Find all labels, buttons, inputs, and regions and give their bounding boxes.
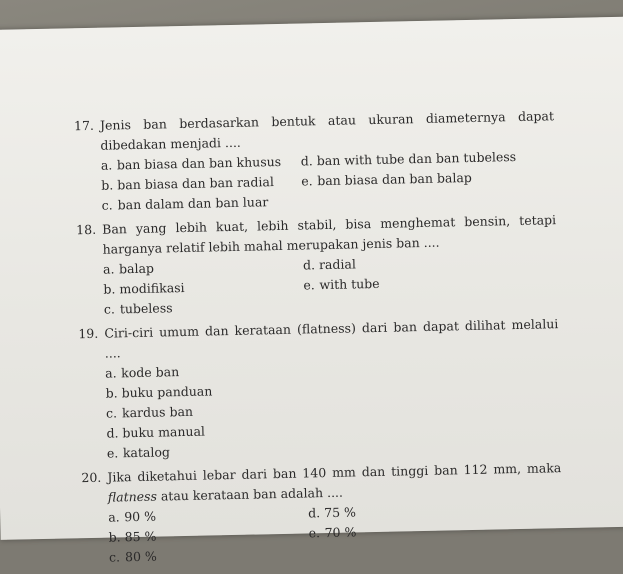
option-d[interactable]: d. ban with tube dan ban tubeless (300, 149, 517, 169)
option-d[interactable]: d. buku manual (106, 423, 206, 441)
option-c[interactable]: c. ban dalam dan ban luar (101, 194, 269, 213)
option-c[interactable]: c. kardus ban (105, 403, 194, 421)
option-e[interactable]: e. 70 % (308, 524, 357, 541)
question-text-end: atau kerataan ban adalah .... (160, 484, 344, 504)
option-b[interactable]: b. buku panduan (105, 383, 213, 401)
options (75, 146, 556, 216)
question-number: 18. (76, 221, 97, 238)
question-number: 17. (73, 117, 95, 134)
options (82, 498, 563, 568)
question-text: Ban yang lebih kuat, lebih stabil, bisa menghemat bensin, tetapi harganya relatif lebih mahal merupakan jenis ban .... (102, 212, 557, 257)
question-17 (74, 106, 556, 216)
question-number: 19. (78, 325, 99, 342)
question-list (74, 106, 563, 572)
options (77, 250, 558, 320)
option-b[interactable]: b. ban biasa dan ban radial (101, 174, 275, 193)
options (79, 354, 561, 464)
option-e[interactable]: e. ban biasa dan ban balap (301, 169, 472, 189)
question-text: Ciri-ciri umum dan kerataan (flatness) dari ban dapat dilihat melalui .... (104, 316, 559, 361)
question-19 (78, 314, 561, 464)
option-b[interactable]: b. 85 % (108, 528, 157, 545)
option-e[interactable]: e. with tube (303, 275, 380, 293)
question-text-italic: flatness (107, 488, 158, 505)
option-c[interactable]: c. tubeless (103, 300, 173, 317)
option-d[interactable]: d. radial (302, 256, 357, 273)
option-d[interactable]: d. 75 % (308, 504, 357, 521)
paper-sheet (0, 16, 623, 565)
option-a[interactable]: a. ban biasa dan ban khusus (100, 153, 282, 173)
option-a[interactable]: a. kode ban (105, 364, 180, 381)
option-a[interactable]: a. 90 % (108, 508, 157, 525)
question-18 (76, 210, 558, 320)
option-b[interactable]: b. modifikasi (103, 279, 185, 297)
question-number: 20. (81, 469, 102, 486)
question-20 (81, 458, 563, 568)
option-a[interactable]: a. balap (102, 260, 155, 277)
question-text: Jika diketahui lebar dari ban 140 mm dan tinggi ban 112 mm, maka (107, 460, 562, 485)
option-c[interactable]: c. 80 % (108, 548, 157, 565)
question-text: Jenis ban berdasarkan bentuk atau ukuran diameternya dapat dibedakan menjadi .... (99, 108, 555, 153)
option-e[interactable]: e. katalog (106, 444, 171, 461)
